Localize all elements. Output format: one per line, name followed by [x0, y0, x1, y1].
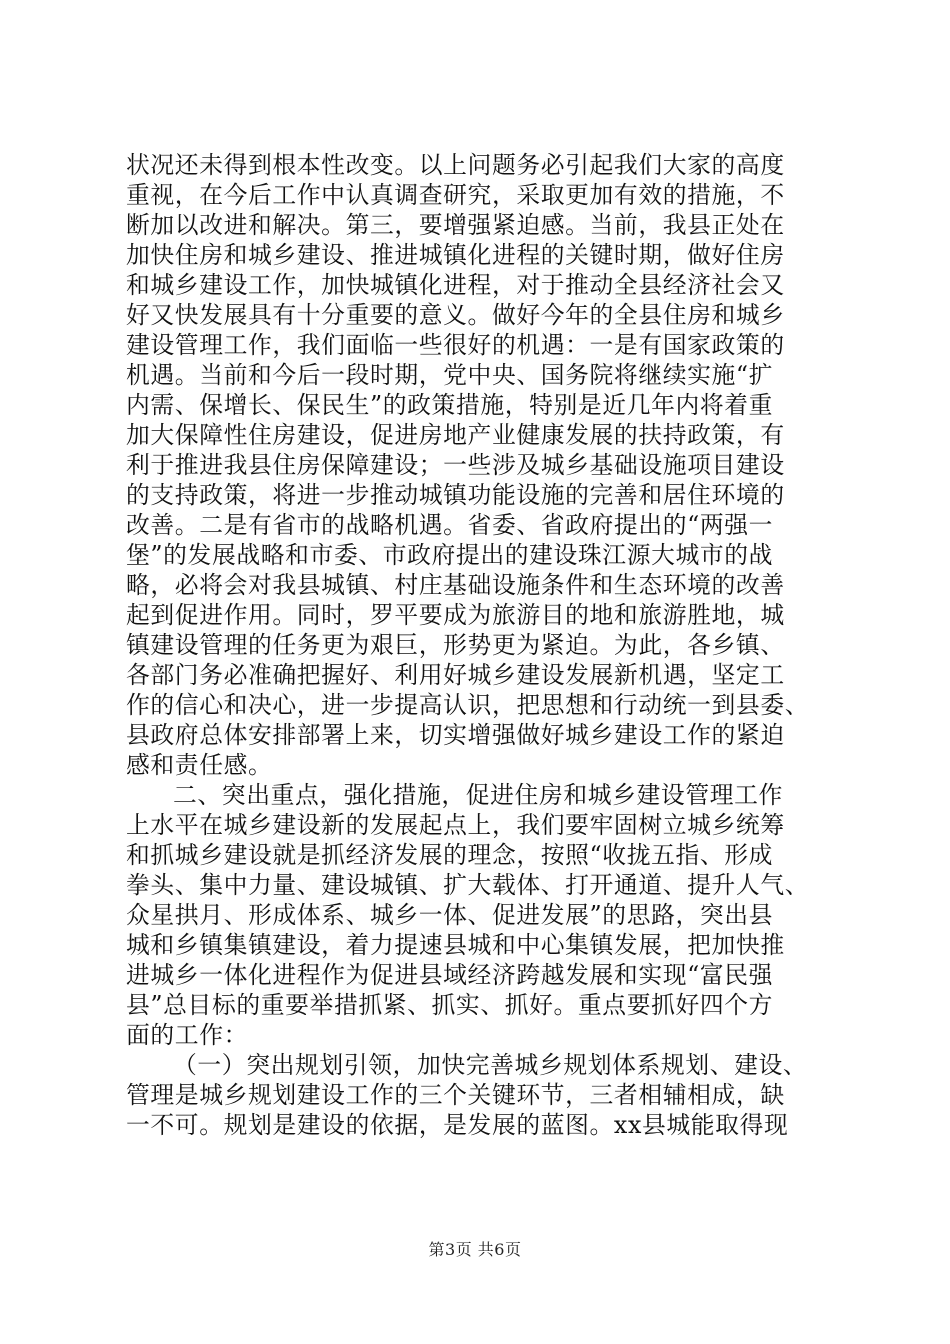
text-line: 上水平在城乡建设新的发展起点上，我们要牢固树立城乡统筹 — [126, 811, 785, 839]
text-line: 县”总目标的重要举措抓紧、抓实、抓好。重点要抓好四个方 — [126, 991, 774, 1019]
text-line: 管理是城乡规划建设工作的三个关键环节，三者相辅相成，缺 — [126, 1081, 785, 1109]
text-line: 众星拱月、形成体系、城乡一体、促进发展”的思路，突出县 — [126, 901, 774, 929]
text-line: 进城乡一体化进程作为促进县域经济跨越发展和实现“富民强 — [126, 961, 774, 989]
text-line: 一不可。规划是建设的依据，是发展的蓝图。xx县城能取得现 — [126, 1111, 789, 1139]
section-heading-line: 二、突出重点，强化措施，促进住房和城乡建设管理工作 — [173, 781, 783, 809]
text-line: 断加以改进和解决。第三，要增强紧迫感。当前，我县正处在 — [126, 211, 785, 239]
text-line: 机遇。当前和今后一段时期，党中央、国务院将继续实施“扩 — [126, 361, 774, 389]
page-footer: 第3页 共6页 — [428, 1240, 522, 1259]
text-line: 利于推进我县住房保障建设；一些涉及城乡基础设施项目建设 — [126, 451, 785, 479]
subsection-heading-line: （一）突出规划引领，加快完善城乡规划体系规划、建设、 — [173, 1051, 808, 1079]
text-line: 好又快发展具有十分重要的意义。做好今年的全县住房和城乡 — [126, 301, 785, 329]
text-line: 略，必将会对我县城镇、村庄基础设施条件和生态环境的改善 — [126, 571, 785, 599]
text-line: 县政府总体安排部署上来，切实增强做好城乡建设工作的紧迫 — [126, 721, 785, 749]
document-body — [126, 150, 830, 1140]
text-line: 的支持政策，将进一步推动城镇功能设施的完善和居住环境的 — [126, 481, 785, 509]
text-line: 面的工作： — [126, 1021, 248, 1049]
text-line: 建设管理工作，我们面临一些很好的机遇：一是有国家政策的 — [126, 331, 785, 359]
text-line: 改善。二是有省市的战略机遇。省委、省政府提出的“两强一 — [126, 511, 774, 539]
text-line: 拳头、集中力量、建设城镇、扩大载体、打开通道、提升人气、 — [126, 871, 810, 899]
text-line: 感和责任感。 — [126, 751, 273, 779]
text-line: 城和乡镇集镇建设，着力提速县城和中心集镇发展，把加快推 — [126, 931, 785, 959]
text-line: 作的信心和决心，进一步提高认识，把思想和行动统一到县委、 — [126, 691, 810, 719]
text-line: 和抓城乡建设就是抓经济发展的理念，按照“收拢五指、形成 — [126, 841, 774, 869]
text-line: 加快住房和城乡建设、推进城镇化进程的关键时期，做好住房 — [126, 241, 785, 269]
text-line: 镇建设管理的任务更为艰巨，形势更为紧迫。为此，各乡镇、 — [126, 631, 785, 659]
text-line: 加大保障性住房建设，促进房地产业健康发展的扶持政策，有 — [126, 421, 785, 449]
text-line: 和城乡建设工作，加快城镇化进程，对于推动全县经济社会又 — [126, 271, 785, 299]
text-line: 各部门务必准确把握好、利用好城乡建设发展新机遇，坚定工 — [126, 661, 785, 689]
text-line: 重视，在今后工作中认真调查研究，采取更加有效的措施，不 — [126, 181, 785, 209]
text-line: 状况还未得到根本性改变。以上问题务必引起我们大家的高度 — [126, 151, 785, 179]
text-line: 起到促进作用。同时，罗平要成为旅游目的地和旅游胜地，城 — [126, 601, 785, 629]
text-line: 内需、保增长、保民生”的政策措施，特别是近几年内将着重 — [126, 391, 774, 419]
text-line: 堡”的发展战略和市委、市政府提出的建设珠江源大城市的战 — [126, 541, 774, 569]
